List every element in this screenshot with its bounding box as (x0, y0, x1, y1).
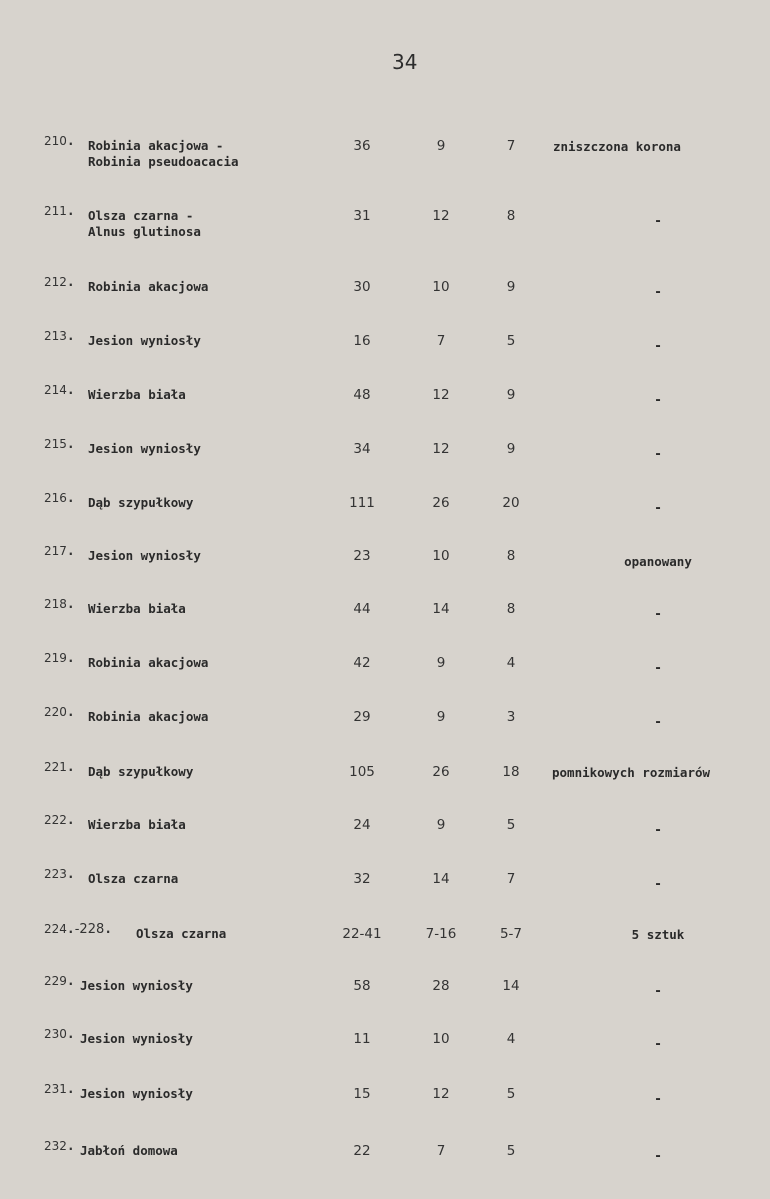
species-name (88, 817, 186, 833)
table-row (0, 813, 770, 861)
value-3: 9 (506, 387, 516, 403)
value-2: 9 (436, 709, 446, 725)
species-name (80, 1031, 193, 1047)
table-row (0, 134, 770, 182)
table-row (0, 974, 770, 1022)
value-3: 8 (506, 548, 516, 564)
row-number: 229. (44, 974, 75, 989)
table-row (0, 922, 770, 970)
species-name-line: Robinia pseudoacacia (88, 154, 239, 169)
row-number: 219. (44, 651, 75, 666)
row-number: 217. (44, 544, 75, 559)
species-name (88, 495, 193, 511)
remark: - (654, 877, 662, 892)
value-1: 34 (353, 441, 371, 457)
remark: - (654, 1149, 662, 1164)
remark: - (654, 715, 662, 730)
species-name-line: Robinia akacjowa (88, 279, 209, 294)
species-name-line: Dąb szypułkowy (88, 764, 194, 779)
value-2: 12 (432, 387, 450, 403)
value-3: 7 (506, 871, 516, 887)
table-row (0, 1139, 770, 1187)
remark: - (654, 339, 662, 354)
value-3: 5-7 (499, 926, 523, 942)
value-1: 44 (353, 601, 371, 617)
row-number: 215. (44, 437, 75, 452)
table-row (0, 1082, 770, 1130)
row-number: 213. (44, 329, 75, 344)
value-2: 14 (432, 601, 450, 617)
species-name-line: Dąb szypułkowy (88, 495, 194, 510)
value-1: 42 (353, 655, 371, 671)
value-3: 5 (506, 1143, 516, 1159)
value-2: 28 (432, 978, 450, 994)
value-2: 10 (432, 1031, 450, 1047)
species-name-line: Alnus glutinosa (88, 224, 201, 239)
species-name (88, 441, 201, 457)
row-number: 231. (44, 1082, 75, 1097)
value-3: 4 (506, 1031, 516, 1047)
species-name (88, 279, 208, 295)
value-3: 5 (506, 817, 516, 833)
value-1: 36 (353, 138, 371, 154)
table-row (0, 1027, 770, 1075)
row-number: 212. (44, 275, 75, 290)
table-row (0, 383, 770, 431)
remark: zniszczona korona (553, 139, 681, 154)
value-1: 105 (349, 764, 375, 780)
value-1: 22 (353, 1143, 371, 1159)
value-2: 26 (432, 495, 450, 511)
value-1: 58 (353, 978, 371, 994)
row-number: 230. (44, 1027, 75, 1042)
species-name (88, 138, 239, 170)
table-row (0, 544, 770, 592)
row-number: 222. (44, 813, 75, 828)
remark: - (654, 214, 662, 229)
species-name (88, 333, 201, 349)
table-row (0, 204, 770, 252)
row-number: 218. (44, 597, 75, 612)
table-row (0, 867, 770, 915)
species-name-line: Jesion wyniosły (80, 1031, 193, 1046)
remark: pomnikowych rozmiarów (552, 765, 711, 780)
row-number: 214. (44, 383, 75, 398)
remark: - (654, 285, 662, 300)
species-name-line: Jesion wyniosły (80, 1086, 193, 1101)
species-name (88, 655, 208, 671)
table-row (0, 760, 770, 808)
value-2: 7 (436, 1143, 446, 1159)
species-name-line: Olsza czarna (136, 926, 227, 941)
value-2: 12 (432, 1086, 450, 1102)
value-1: 11 (353, 1031, 371, 1047)
value-3: 4 (506, 655, 516, 671)
species-name (88, 764, 193, 780)
remark: 5 sztuk (631, 927, 685, 942)
row-number: 216. (44, 491, 75, 506)
species-name-line: Robinia akacjowa (88, 709, 209, 724)
row-number: 221. (44, 760, 75, 775)
value-3: 3 (506, 709, 516, 725)
value-3: 7 (506, 138, 516, 154)
value-2: 12 (432, 441, 450, 457)
table-row (0, 705, 770, 753)
species-name (80, 1143, 178, 1159)
table-row (0, 491, 770, 539)
value-2: 14 (432, 871, 450, 887)
row-number: 232. (44, 1139, 75, 1154)
species-name-line: Jesion wyniosły (88, 548, 201, 563)
value-1: 31 (353, 208, 371, 224)
row-number: 210. (44, 134, 75, 149)
value-1: 32 (353, 871, 371, 887)
species-name-line: Wierzba biała (88, 817, 186, 832)
value-2: 26 (432, 764, 450, 780)
species-name (88, 709, 208, 725)
value-2: 9 (436, 138, 446, 154)
species-name (88, 548, 201, 564)
species-name (80, 1086, 193, 1102)
table-row (0, 597, 770, 645)
species-name-line: Jesion wyniosły (88, 441, 201, 456)
page-number: 34 (392, 50, 418, 74)
remark: - (654, 607, 662, 622)
species-name (88, 208, 201, 240)
value-3: 9 (506, 279, 516, 295)
remark: - (654, 984, 662, 999)
species-name (80, 978, 193, 994)
table-row (0, 275, 770, 323)
value-1: 30 (353, 279, 371, 295)
species-name (88, 601, 186, 617)
species-name-line: Jesion wyniosły (80, 978, 193, 993)
row-number: 220. (44, 705, 75, 720)
value-2: 10 (432, 548, 450, 564)
remark: - (654, 393, 662, 408)
value-3: 9 (506, 441, 516, 457)
row-number: 224.-228. (44, 922, 113, 937)
value-2: 9 (436, 655, 446, 671)
value-1: 24 (353, 817, 371, 833)
value-2: 7-16 (425, 926, 457, 942)
value-3: 5 (506, 333, 516, 349)
value-1: 16 (353, 333, 371, 349)
remark: - (654, 1037, 662, 1052)
value-1: 22-41 (342, 926, 382, 942)
species-name-line: Wierzba biała (88, 601, 186, 616)
remark: - (654, 501, 662, 516)
value-2: 10 (432, 279, 450, 295)
value-2: 9 (436, 817, 446, 833)
species-name-line: Robinia akacjowa - (88, 138, 224, 153)
species-name (136, 926, 226, 942)
value-1: 15 (353, 1086, 371, 1102)
value-1: 29 (353, 709, 371, 725)
remark: - (654, 447, 662, 462)
species-name-line: Olsza czarna - (88, 208, 194, 223)
species-name-line: Wierzba biała (88, 387, 186, 402)
value-1: 23 (353, 548, 371, 564)
remark: opanowany (624, 554, 692, 569)
value-1: 48 (353, 387, 371, 403)
remark: - (654, 661, 662, 676)
row-number: 211. (44, 204, 75, 219)
value-3: 18 (502, 764, 520, 780)
value-3: 20 (502, 495, 520, 511)
value-3: 5 (506, 1086, 516, 1102)
value-3: 8 (506, 601, 516, 617)
table-row (0, 329, 770, 377)
species-name-line: Robinia akacjowa (88, 655, 209, 670)
value-3: 14 (502, 978, 520, 994)
table-row (0, 437, 770, 485)
value-3: 8 (506, 208, 516, 224)
row-number: 223. (44, 867, 75, 882)
species-name-line: Jabłoń domowa (80, 1143, 178, 1158)
species-name-line: Jesion wyniosły (88, 333, 201, 348)
species-name-line: Olsza czarna (88, 871, 179, 886)
species-name (88, 387, 186, 403)
value-2: 12 (432, 208, 450, 224)
species-name (88, 871, 178, 887)
table-row (0, 651, 770, 699)
value-2: 7 (436, 333, 446, 349)
value-1: 111 (349, 495, 375, 511)
remark: - (654, 1092, 662, 1107)
remark: - (654, 823, 662, 838)
